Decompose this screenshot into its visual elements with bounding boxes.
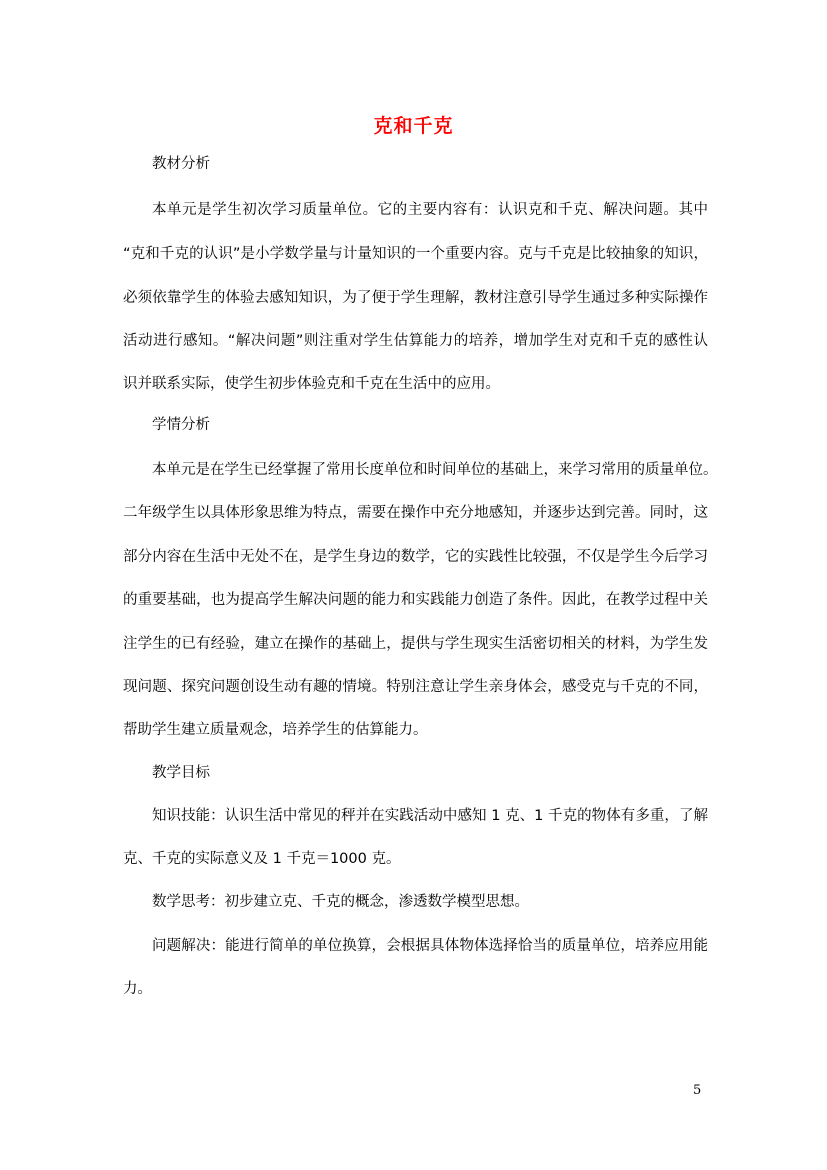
paragraph-line: 活动进行感知。“解决问题”则注重对学生估算能力的培养，增加学生对克和千克的感性认 [123, 333, 708, 349]
section-heading-material: 教材分析 [152, 156, 210, 172]
paragraph-line: 必须依靠学生的体验去感知知识，为了便于学生理解，教材注意引导学生通过多种实际操作 [123, 290, 708, 306]
section-heading-goals: 教学目标 [152, 765, 210, 781]
paragraph-line: 识并联系实际，使学生初步体验克和千克在生活中的应用。 [123, 376, 500, 392]
paragraph-line: 部分内容在生活中无处不在，是学生身边的数学，它的实践性比较强，不仅是学生今后学习 [123, 549, 708, 565]
paragraph-line: 问题解决：能进行简单的单位换算，会根据具体物体选择恰当的质量单位，培养应用能 [152, 938, 708, 954]
paragraph-line: 本单元是学生初次学习质量单位。它的主要内容有：认识克和千克、解决问题。其中 [152, 202, 708, 218]
paragraph-line: 注学生的已有经验，建立在操作的基础上，提供与学生现实生活密切相关的材料，为学生发 [123, 636, 708, 652]
section-heading-learning: 学情分析 [152, 417, 210, 433]
paragraph-line: 现问题、探究问题创设生动有趣的情境。特别注意让学生亲身体会，感受克与千克的不同， [123, 679, 708, 695]
paragraph-line: 数学思考：初步建立克、千克的概念，渗透数学模型思想。 [152, 894, 529, 910]
paragraph-line: 本单元是在学生已经掌握了常用长度单位和时间单位的基础上，来学习常用的质量单位。 [152, 462, 718, 478]
page-number: 5 [693, 1083, 702, 1098]
paragraph-line: “克和千克的认识”是小学数学量与计量知识的一个重要内容。克与千克是比较抽象的知识， [123, 246, 708, 262]
paragraph-line: 克、千克的实际意义及 1 千克＝1000 克。 [123, 851, 401, 867]
paragraph-line: 二年级学生以具体形象思维为特点，需要在操作中充分地感知，并逐步达到完善。同时，这 [123, 505, 708, 521]
document-title: 克和千克 [373, 115, 454, 137]
paragraph-line: 的重要基础，也为提高学生解决问题的能力和实践能力创造了条件。因此，在教学过程中关 [123, 592, 708, 608]
paragraph-line: 帮助学生建立质量观念，培养学生的估算能力。 [123, 722, 428, 738]
paragraph-line: 知识技能：认识生活中常见的秤并在实践活动中感知 1 克、1 千克的物体有多重，了解 [152, 808, 708, 824]
paragraph-line: 力。 [123, 981, 152, 997]
